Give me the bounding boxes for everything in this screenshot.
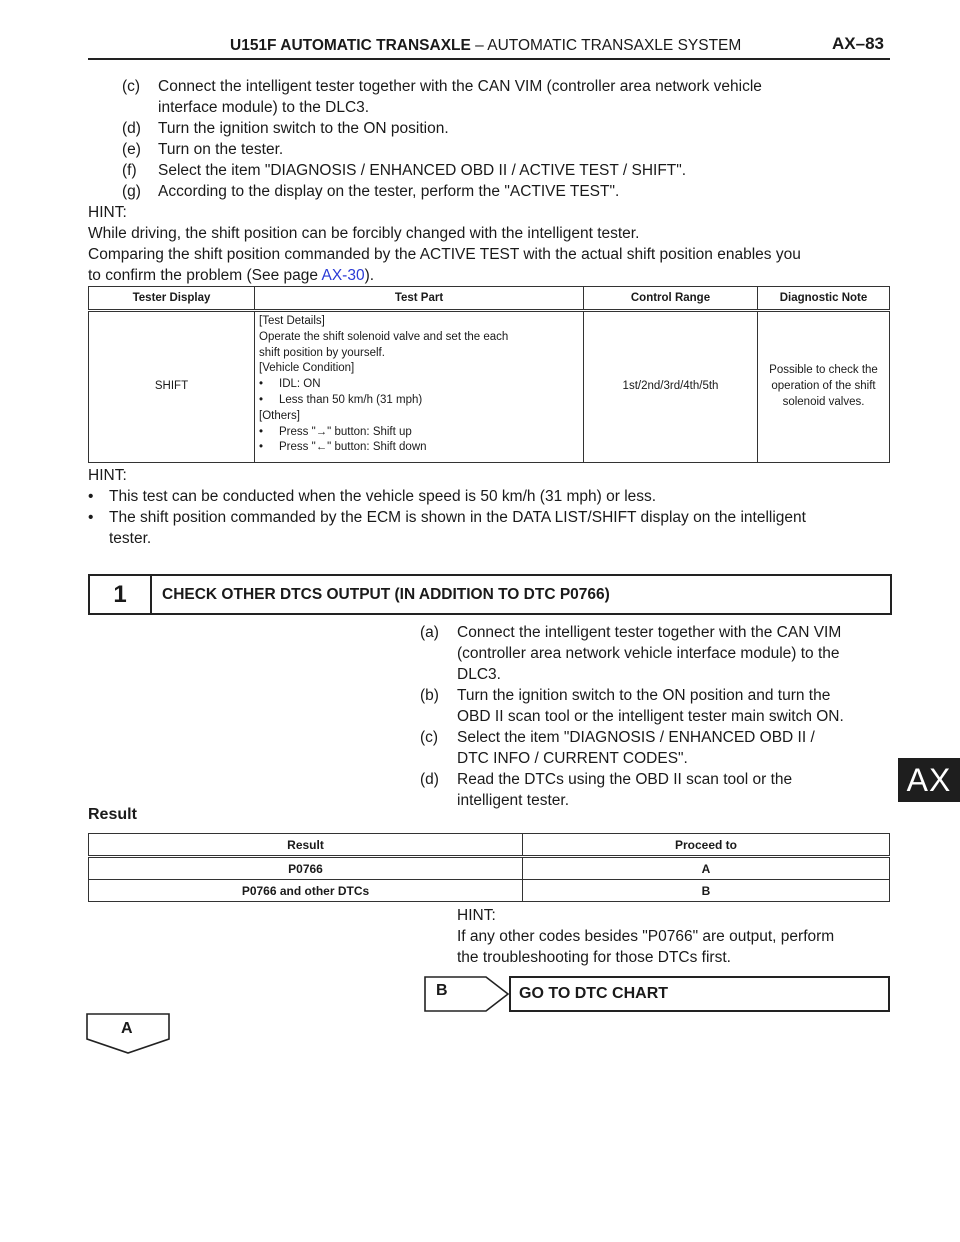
- bullet-text: The shift position commanded by the ECM is shown in the DATA LIST/SHIFT display on the intelligent: [109, 509, 806, 526]
- bullet-text: This test can be conducted when the vehicle speed is 50 km/h (31 mph) or less.: [109, 488, 657, 505]
- section-tab: AX: [898, 758, 960, 802]
- step-text: interface module) to the DLC3.: [158, 99, 370, 116]
- hint-text-post: ).: [364, 267, 375, 284]
- goto-dtc-chart-box[interactable]: [509, 976, 890, 1012]
- step-marker: (d): [420, 771, 439, 788]
- column-header: Result: [89, 834, 523, 857]
- step-text: (controller area network vehicle interface module) to the: [457, 645, 840, 662]
- step-marker: (g): [122, 183, 141, 200]
- hint-text: [88, 265, 374, 286]
- test-part-line: [Test Details]: [259, 315, 325, 327]
- cell-proceed: A: [523, 857, 890, 880]
- bullet-icon: •: [88, 509, 94, 526]
- branch-a-label: A: [121, 1020, 133, 1037]
- header-rule: [88, 58, 890, 60]
- hint-text: the troubleshooting for those DTCs first.: [457, 949, 731, 966]
- step-text: Select the item "DIAGNOSIS / ENHANCED OBD II /: [457, 729, 815, 746]
- goto-label: GO TO DTC CHART: [519, 985, 669, 1002]
- step-text: Connect the intelligent tester together with the CAN VIM (controller area network vehicle: [158, 78, 762, 95]
- test-part-line: • Press "←" button: Shift down: [259, 441, 427, 454]
- step-text: DLC3.: [457, 666, 501, 683]
- note-line: Possible to check the: [769, 364, 878, 377]
- step-marker: (b): [420, 687, 439, 704]
- cell-diagnostic-note: [758, 311, 890, 463]
- test-part-line: Operate the shift solenoid valve and set the each: [259, 330, 509, 343]
- hint-label: HINT:: [457, 907, 496, 924]
- step-header-box: [88, 574, 892, 615]
- table-row: [89, 880, 890, 902]
- column-header: Control Range: [584, 287, 758, 311]
- step-text: Turn the ignition switch to the ON position and turn the: [457, 687, 831, 704]
- step-text: According to the display on the tester, perform the "ACTIVE TEST".: [158, 183, 620, 200]
- hint-text: While driving, the shift position can be forcibly changed with the intelligent tester.: [88, 225, 640, 242]
- step-text: DTC INFO / CURRENT CODES".: [457, 750, 688, 767]
- page-number: AX–83: [832, 34, 884, 53]
- step-text: Read the DTCs using the OBD II scan tool or the: [457, 771, 793, 788]
- step-title: CHECK OTHER DTCS OUTPUT (IN ADDITION TO DTC P0766): [162, 586, 610, 603]
- table-header-row: [89, 287, 890, 311]
- bullet-text: tester.: [109, 530, 152, 547]
- hint-label: HINT:: [88, 204, 127, 221]
- cell-tester-display: SHIFT: [89, 311, 255, 463]
- cell-result: P0766 and other DTCs: [89, 880, 523, 902]
- page-header-title: [230, 37, 741, 55]
- note-line: solenoid valves.: [782, 395, 865, 408]
- branch-b-label: B: [436, 982, 448, 999]
- test-part-line: shift position by yourself.: [259, 346, 385, 359]
- step-marker: (c): [420, 729, 439, 746]
- step-text: Turn the ignition switch to the ON position.: [158, 120, 449, 137]
- step-text: Connect the intelligent tester together with the CAN VIM: [457, 624, 842, 641]
- column-header: Tester Display: [89, 287, 255, 311]
- hint-text: Comparing the shift position commanded by the ACTIVE TEST with the actual shift position enables you: [88, 246, 801, 263]
- cell-result: P0766: [89, 857, 523, 880]
- table-row: [89, 857, 890, 880]
- page-link-ax30[interactable]: AX-30: [321, 267, 365, 284]
- test-part-line: [Others]: [259, 409, 300, 422]
- step-text: OBD II scan tool or the intelligent tester main switch ON.: [457, 708, 844, 725]
- test-part-line: [Vehicle Condition]: [259, 362, 355, 375]
- active-test-table: [88, 286, 890, 463]
- step-marker: (e): [122, 141, 141, 158]
- cell-test-part: [255, 311, 584, 463]
- step-text: Select the item "DIAGNOSIS / ENHANCED OBD II / ACTIVE TEST / SHIFT".: [158, 162, 687, 179]
- step-text: Turn on the tester.: [158, 141, 284, 158]
- test-part-line: • IDL: ON: [259, 378, 321, 391]
- hint-text-pre: to confirm the problem (See page: [88, 267, 322, 284]
- test-part-line: • Press "→" button: Shift up: [259, 425, 412, 438]
- test-part-line: • Less than 50 km/h (31 mph): [259, 393, 423, 406]
- bullet-icon: •: [88, 488, 94, 505]
- column-header: Diagnostic Note: [758, 287, 890, 311]
- cell-proceed: B: [523, 880, 890, 902]
- result-label: Result: [88, 806, 137, 823]
- step-marker: (f): [122, 162, 137, 179]
- step-number: 1: [90, 576, 152, 613]
- step-marker: (a): [420, 624, 439, 641]
- column-header: Test Part: [255, 287, 584, 311]
- header-title-rest: – AUTOMATIC TRANSAXLE SYSTEM: [475, 37, 742, 54]
- step-text: intelligent tester.: [457, 792, 570, 809]
- result-table: [88, 833, 890, 902]
- note-line: operation of the shift: [771, 380, 876, 393]
- hint-label: HINT:: [88, 467, 127, 484]
- column-header: Proceed to: [523, 834, 890, 857]
- header-title-bold: U151F AUTOMATIC TRANSAXLE: [230, 37, 471, 54]
- step-marker: (d): [122, 120, 141, 137]
- cell-control-range: 1st/2nd/3rd/4th/5th: [584, 311, 758, 463]
- step-marker: (c): [122, 78, 141, 95]
- table-row: [89, 311, 890, 463]
- table-header-row: [89, 834, 890, 857]
- hint-text: If any other codes besides "P0766" are output, perform: [457, 928, 835, 945]
